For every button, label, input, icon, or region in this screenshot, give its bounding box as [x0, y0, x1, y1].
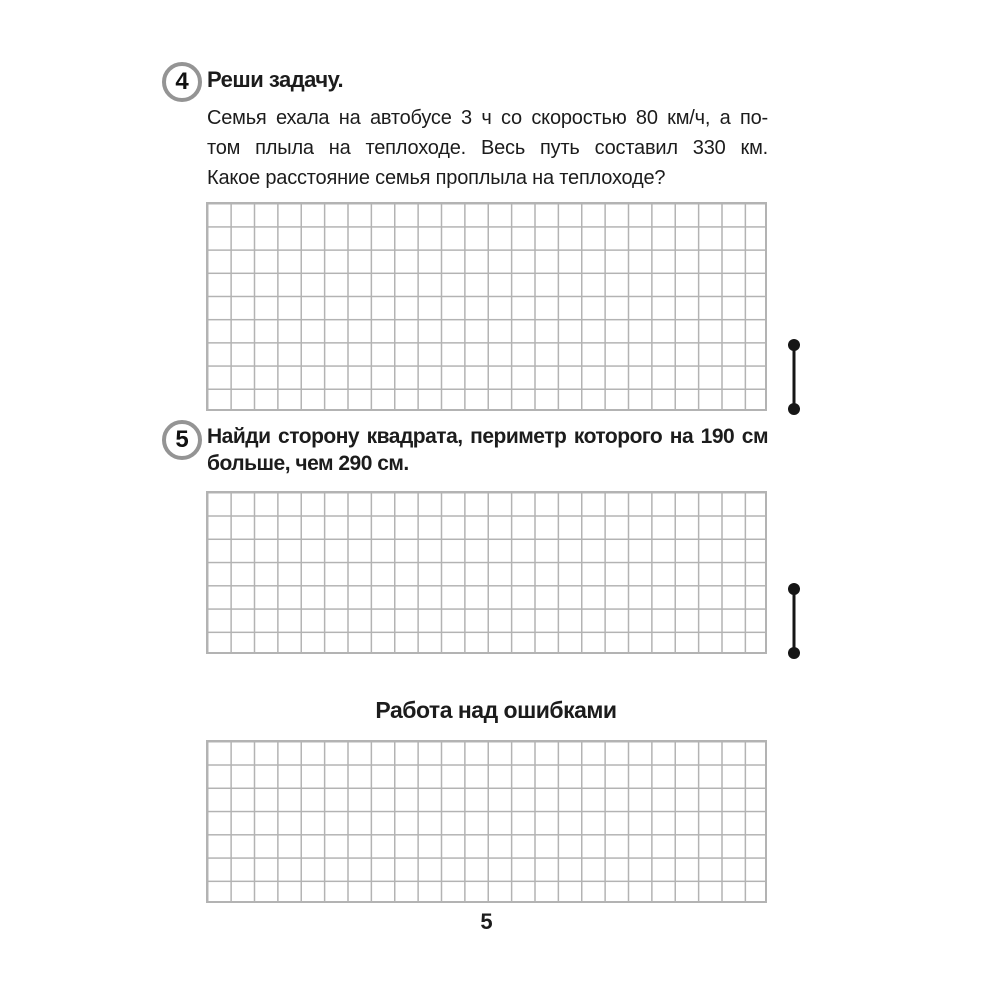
task-4-problem-line-1: Семья ехала на автобусе 3 ч со скоростью 80 км/ч, а по-	[207, 107, 768, 129]
task-5-vertical-line-marker-icon	[786, 582, 802, 660]
corrections-section-title: Работа над ошибками	[375, 697, 617, 723]
task-4-title: Реши задачу.	[207, 67, 344, 92]
task-4-answer-grid	[206, 202, 767, 411]
page-number: 5	[480, 909, 493, 934]
task-5-title-line-1: Найди сторону квадрата, периметр которого на 190 см	[207, 425, 768, 448]
task-5-answer-grid	[206, 491, 767, 654]
task-5-title	[207, 423, 768, 477]
task-4-number-badge: 4	[162, 62, 202, 102]
task-5-number-badge: 5	[162, 420, 202, 460]
task-5-title-line-2: больше, чем 290 см.	[207, 452, 409, 475]
corrections-answer-grid	[206, 740, 767, 903]
task-4-problem-line-3: Какое расстояние семья проплыла на теплоходе?	[207, 167, 666, 189]
task-4-problem-text	[207, 103, 768, 193]
task-4-vertical-line-marker-icon	[786, 338, 802, 416]
task-4-problem-line-2: том плыла на теплоходе. Весь путь составил 330 км.	[207, 137, 768, 159]
